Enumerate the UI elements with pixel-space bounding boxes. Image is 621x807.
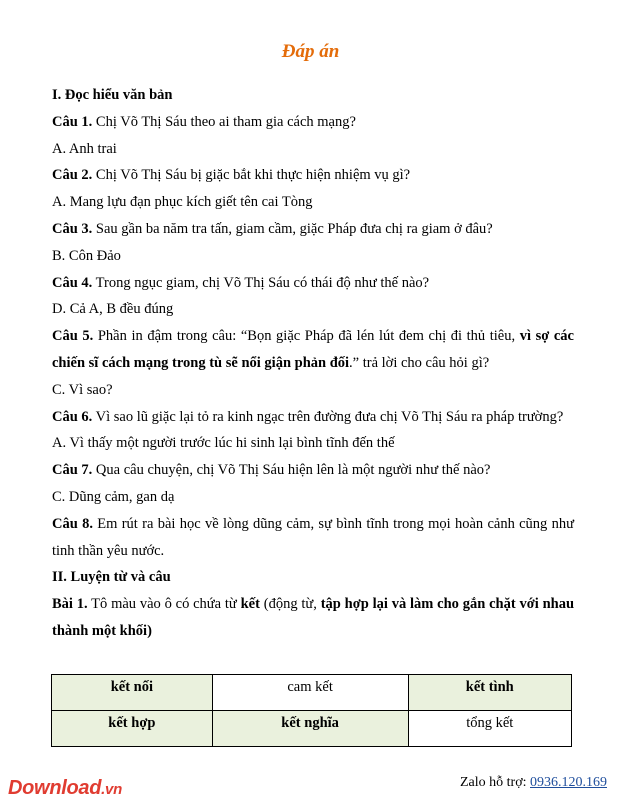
table-cell: kết tình: [408, 675, 572, 711]
question: Câu 1. Chị Võ Thị Sáu theo ai tham gia cách mạng?: [52, 113, 356, 130]
download-logo[interactable]: Download.vn: [8, 777, 122, 799]
answer: B. Côn Đảo: [52, 247, 121, 264]
question: Câu 7. Qua câu chuyện, chị Võ Thị Sáu hiện lên là một người như thế nào?: [52, 462, 491, 479]
table-cell: cam kết: [212, 675, 408, 711]
answer: D. Cả A, B đều đúng: [52, 301, 174, 318]
answer-content: [52, 82, 574, 645]
table-cell: kết nối: [52, 675, 213, 711]
word-table: [51, 674, 572, 747]
table-row: [52, 675, 572, 711]
page-title: Đáp án: [281, 41, 340, 62]
answer: A. Anh trai: [52, 140, 117, 157]
question: Câu 6. Vì sao lũ giặc lại tỏ ra kinh ngạc trên đường đưa chị Võ Thị Sáu ra pháp trường?: [52, 408, 564, 425]
answer: C. Dũng cảm, gan dạ: [52, 488, 175, 505]
question: Câu 3. Sau gần ba năm tra tấn, giam cầm, giặc Pháp đưa chị ra giam ở đâu?: [52, 220, 493, 237]
question: Câu 8. Em rút ra bài học về lòng dũng cảm, sự bình tĩnh trong mọi hoàn cảnh cũng như tinh thần yêu nước.: [52, 515, 574, 559]
answer: C. Vì sao?: [52, 381, 113, 398]
question: Câu 5. Phần in đậm trong câu: “Bọn giặc Pháp đã lén lút đem chị đi thủ tiêu, vì sợ các chiến sĩ cách mạng trong tù sẽ nổi giận phản đối.” trả lời cho câu hỏi gì?: [52, 328, 574, 371]
answer: A. Mang lựu đạn phục kích giết tên cai Tòng: [52, 194, 313, 211]
question: Câu 4. Trong ngục giam, chị Võ Thị Sáu có thái độ như thế nào?: [52, 274, 430, 291]
section-heading: II. Luyện từ và câu: [52, 569, 171, 586]
section-heading: I. Đọc hiểu văn bản: [52, 87, 173, 103]
table-cell: tổng kết: [408, 711, 572, 747]
phone-link[interactable]: 0936.120.169: [530, 775, 607, 790]
question: Câu 2. Chị Võ Thị Sáu bị giặc bắt khi thực hiện nhiệm vụ gì?: [52, 167, 411, 184]
table-cell: kết nghĩa: [212, 711, 408, 747]
table-cell: kết hợp: [52, 711, 213, 747]
exercise-prompt: Bài 1. Tô màu vào ô có chứa từ kết (động từ, tập hợp lại và làm cho gắn chặt với nhau thành một khối): [52, 596, 575, 639]
zalo-support: Zalo hỗ trợ: 0936.120.169: [460, 775, 607, 790]
table-row: [52, 711, 572, 747]
answer: A. Vì thấy một người trước lúc hi sinh lại bình tĩnh đến thế: [52, 435, 395, 452]
